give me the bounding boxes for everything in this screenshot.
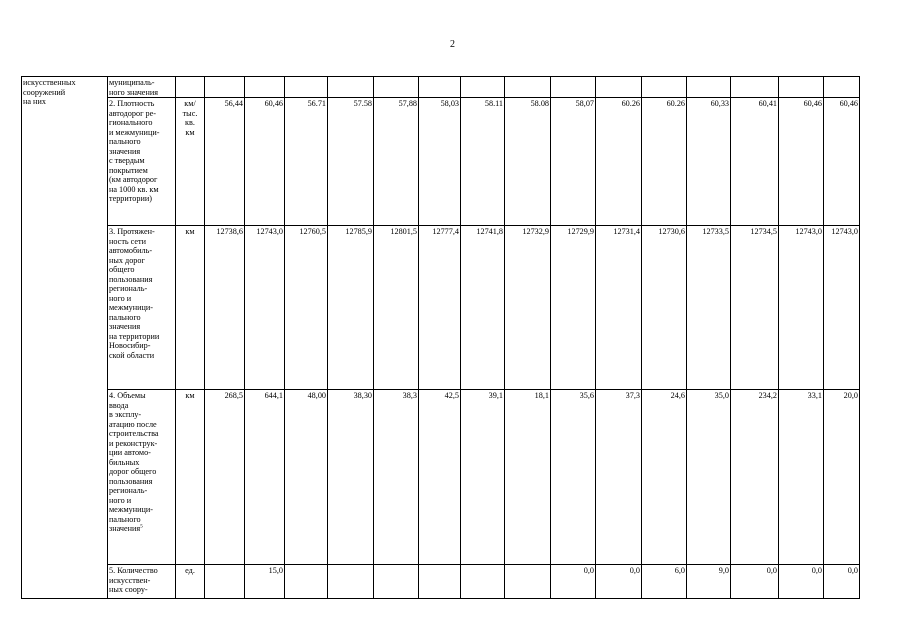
value-cell: 12732,9 [505,226,551,390]
value-cell: 12777,4 [419,226,461,390]
value-cell: 12731,4 [596,226,642,390]
unit-cell [176,77,205,98]
value-cell: 12741,8 [461,226,505,390]
table-row [22,77,860,98]
value-cell: 12734,5 [731,226,779,390]
value-cell: 42,5 [419,390,461,565]
value-cell: 60,46 [824,98,860,226]
page-number: 2 [450,39,455,50]
value-cell: 0,0 [551,565,596,599]
value-cell: 0,0 [779,565,824,599]
value-cell [328,565,374,599]
value-cell: 58.11 [461,98,505,226]
value-cell [374,565,419,599]
value-cell: 56.71 [285,98,328,226]
value-cell [205,565,245,599]
value-cell: 12801,5 [374,226,419,390]
value-cell [328,77,374,98]
value-cell: 58,03 [419,98,461,226]
unit-cell: км/ тыс. кв. км [176,98,205,226]
value-cell: 0,0 [731,565,779,599]
indicator-cell [108,77,176,98]
indicator-text: 2. Плотность автодорог ре- гионального и межмуници- пального значения с твердым покрытием (км автодорог на 1000 кв. км территории) [109,99,160,203]
value-cell: 33,1 [779,390,824,565]
value-cell [731,77,779,98]
value-cell: 60,41 [731,98,779,226]
value-cell: 60,46 [245,98,285,226]
value-cell [779,77,824,98]
value-cell: 644,1 [245,390,285,565]
value-cell [245,77,285,98]
value-cell [461,565,505,599]
unit-cell: ед. [176,565,205,599]
value-cell: 15,0 [245,565,285,599]
value-cell [419,565,461,599]
value-cell [461,77,505,98]
value-cell [285,565,328,599]
value-cell: 39,1 [461,390,505,565]
unit-cell: км [176,226,205,390]
value-cell: 12785,9 [328,226,374,390]
value-cell: 12730,6 [642,226,687,390]
table-row [22,226,860,390]
value-cell [505,77,551,98]
data-table [21,76,860,599]
indicator-cell [108,565,176,599]
value-cell: 12733,5 [687,226,731,390]
value-cell: 20,0 [824,390,860,565]
value-cell: 12738,6 [205,226,245,390]
indicator-text: 5. Количество искусствен- ных соору- [109,566,158,594]
table-row [22,98,860,226]
value-cell: 38,30 [328,390,374,565]
value-cell: 58,07 [551,98,596,226]
value-cell [642,77,687,98]
value-cell: 12743,0 [245,226,285,390]
value-cell: 0,0 [824,565,860,599]
value-cell: 60,46 [779,98,824,226]
table-row [22,565,860,599]
value-cell: 12743,0 [779,226,824,390]
value-cell: 35,0 [687,390,731,565]
value-cell: 35,6 [551,390,596,565]
value-cell [687,77,731,98]
footnote-marker: 5 [140,524,143,530]
value-cell: 48,00 [285,390,328,565]
indicator-cell [108,98,176,226]
value-cell [205,77,245,98]
value-cell: 60.26 [596,98,642,226]
indicator-cell [108,390,176,565]
value-cell: 234,2 [731,390,779,565]
value-cell: 18,1 [505,390,551,565]
value-cell: 24,6 [642,390,687,565]
value-cell [285,77,328,98]
unit-cell: км [176,390,205,565]
value-cell: 57.58 [328,98,374,226]
indicator-text: 4. Объемы ввода в эксплу- атацию после строительства и реконструк- ции автомо- бильных дорог общего пользования региональ- ного и межмуници- пального значения [109,391,159,533]
value-cell [505,565,551,599]
indicator-cell [108,226,176,390]
value-cell [596,77,642,98]
value-cell: 268,5 [205,390,245,565]
value-cell [551,77,596,98]
value-cell [374,77,419,98]
value-cell: 9,0 [687,565,731,599]
value-cell: 0,0 [596,565,642,599]
value-cell: 60.26 [642,98,687,226]
indicator-text: муниципаль- ного значения [109,78,158,97]
value-cell: 12760,5 [285,226,328,390]
value-cell [824,77,860,98]
value-cell: 12743,0 [824,226,860,390]
value-cell: 12729,9 [551,226,596,390]
value-cell: 60,33 [687,98,731,226]
value-cell: 56,44 [205,98,245,226]
indicator-text: 3. Протяжен- ность сети автомобиль- ных дорог общего пользования региональ- ного и межмуници- пального значения на территории Новосибир- ской области [109,227,160,360]
group-label-cell: искусственных сооружений на них [22,77,108,599]
table-row [22,390,860,565]
value-cell: 57,88 [374,98,419,226]
value-cell: 6,0 [642,565,687,599]
value-cell: 37,3 [596,390,642,565]
value-cell: 58.08 [505,98,551,226]
value-cell: 38,3 [374,390,419,565]
value-cell [419,77,461,98]
